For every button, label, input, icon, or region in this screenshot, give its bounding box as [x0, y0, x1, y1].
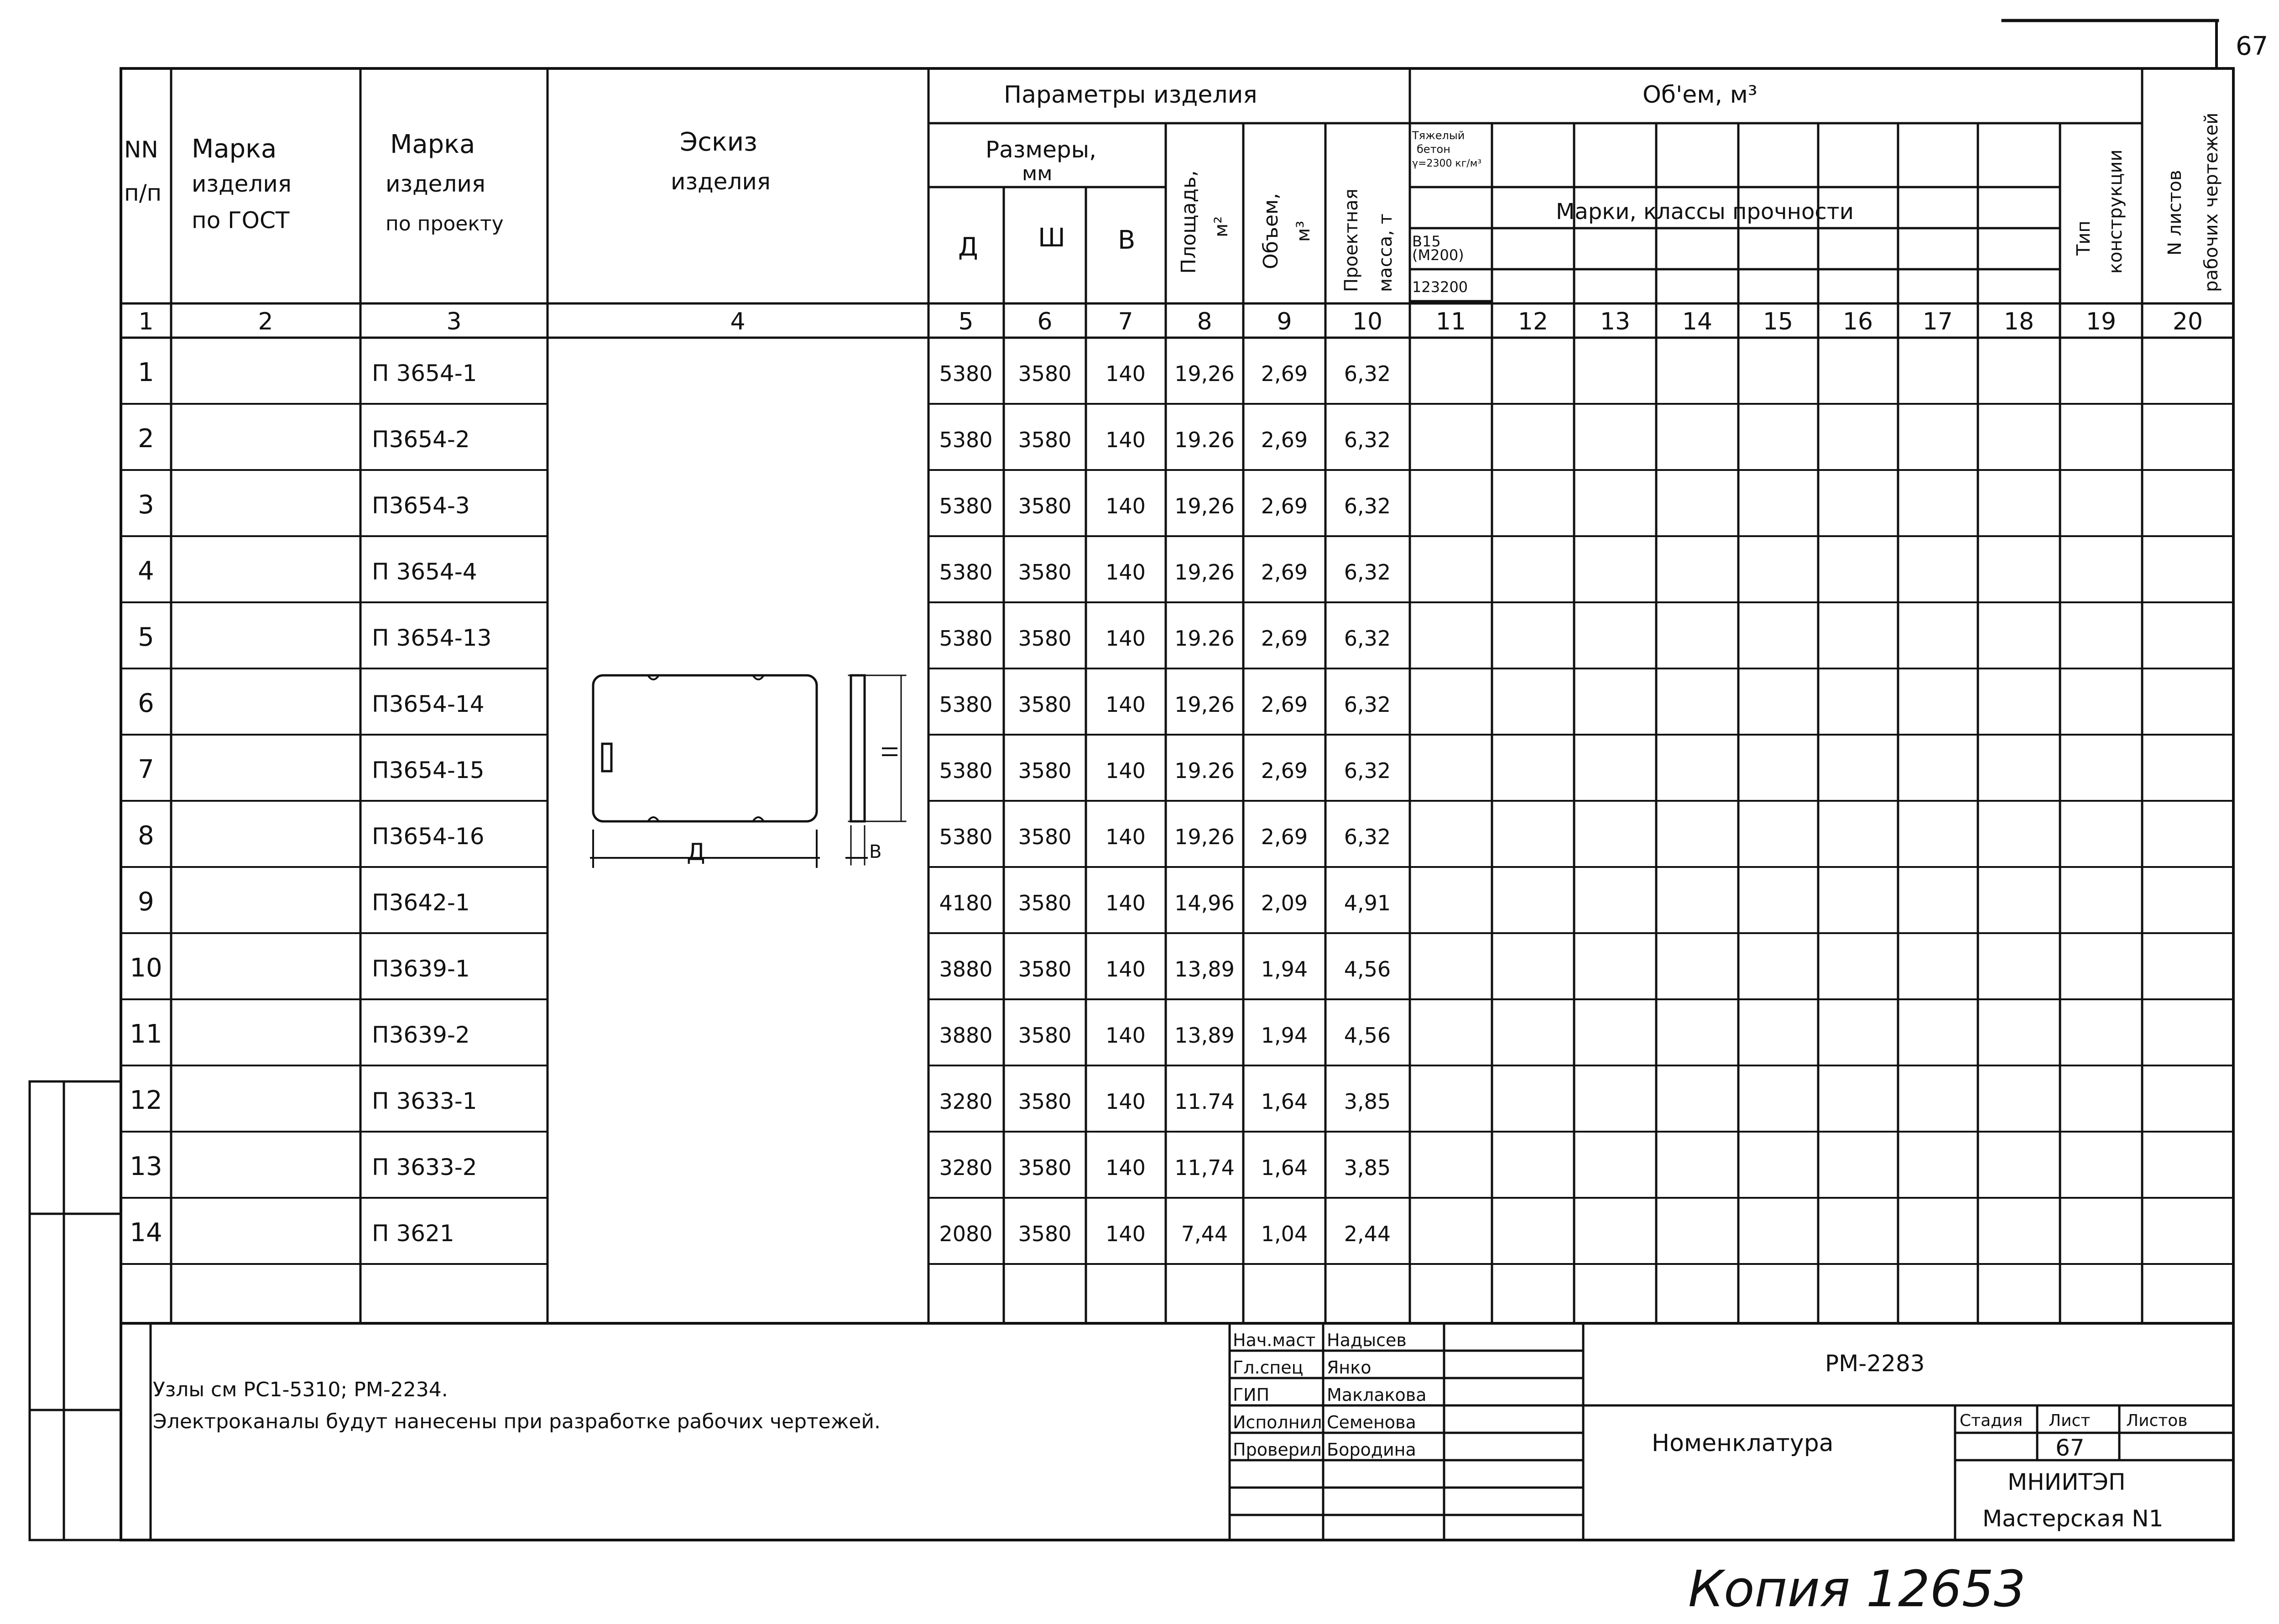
cell-sh: 3580	[1018, 891, 1072, 915]
cell-mass: 6,32	[1344, 825, 1391, 849]
cell-n: 1	[138, 358, 154, 387]
cell-d: 3880	[939, 957, 993, 982]
cell-mass: 6,32	[1344, 626, 1391, 651]
table-row	[138, 821, 1391, 851]
cell-sh: 3580	[1018, 1155, 1072, 1180]
column-number: 16	[1842, 308, 1873, 335]
cell-area: 13,89	[1174, 957, 1235, 982]
hdr-type-2: конструкции	[2105, 149, 2126, 274]
column-number: 15	[1763, 308, 1794, 335]
table-row	[138, 358, 1391, 387]
column-number: 3	[446, 308, 462, 335]
cell-n: 9	[138, 887, 154, 917]
cell-vol: 1,04	[1261, 1222, 1308, 1246]
cell-mark: П3654-16	[372, 823, 485, 850]
cell-v: 140	[1106, 494, 1146, 518]
cell-v: 140	[1106, 361, 1146, 386]
hdr-type-1: Тип	[2073, 220, 2094, 256]
cell-d: 4180	[939, 891, 993, 915]
stamp-name: Семенова	[1327, 1412, 1416, 1432]
column-number: 12	[1518, 308, 1549, 335]
cell-d: 5380	[939, 692, 993, 717]
hdr-class-2: (М200)	[1412, 246, 1464, 264]
column-number: 9	[1277, 308, 1292, 335]
cell-vol: 1,64	[1261, 1089, 1308, 1114]
cell-vol: 2,69	[1261, 626, 1308, 651]
column-number: 19	[2086, 308, 2117, 335]
cell-n: 13	[130, 1152, 162, 1181]
cell-area: 19.26	[1174, 626, 1235, 651]
cell-sh: 3580	[1018, 825, 1072, 849]
cell-d: 3880	[939, 1023, 993, 1048]
hdr-dim-d: Д	[958, 232, 978, 262]
cell-sh: 3580	[1018, 494, 1072, 518]
cell-mark: П3639-2	[372, 1022, 470, 1048]
cell-d: 5380	[939, 494, 993, 518]
hdr-proj-1: Марка	[390, 130, 475, 159]
column-number: 5	[958, 308, 974, 335]
table-row	[130, 1086, 1391, 1115]
cell-area: 13,89	[1174, 1023, 1235, 1048]
cell-mass: 3,85	[1344, 1089, 1391, 1114]
cell-sh: 3580	[1018, 428, 1072, 452]
cell-d: 5380	[939, 626, 993, 651]
cell-v: 140	[1106, 758, 1146, 783]
cell-v: 140	[1106, 957, 1146, 982]
cell-mass: 4,56	[1344, 1023, 1391, 1048]
hdr-gost-2: изделия	[192, 171, 292, 197]
cell-sh: 3580	[1018, 1222, 1072, 1246]
cell-n: 5	[138, 622, 154, 652]
panel-sketch	[591, 675, 906, 867]
cell-v: 140	[1106, 560, 1146, 585]
cell-v: 140	[1106, 825, 1146, 849]
cell-mass: 6,32	[1344, 428, 1391, 452]
stamp-name: Янко	[1327, 1358, 1372, 1378]
cell-area: 11,74	[1174, 1155, 1235, 1180]
cell-mark: П 3654-1	[372, 360, 477, 386]
cell-mark: П 3621	[372, 1220, 454, 1247]
stamp-code: РМ-2283	[1825, 1350, 1925, 1377]
hdr-mass-2: масса, т	[1375, 214, 1396, 292]
cell-vol: 2,69	[1261, 692, 1308, 717]
cell-v: 140	[1106, 1089, 1146, 1114]
cell-area: 19.26	[1174, 428, 1235, 452]
column-number: 2	[258, 308, 273, 335]
cell-n: 14	[130, 1218, 162, 1248]
cell-n: 12	[130, 1086, 162, 1115]
hdr-sizes-1: Размеры,	[986, 136, 1096, 163]
stamp-role: Гл.спец	[1233, 1358, 1304, 1378]
hdr-sketch-2: изделия	[671, 168, 771, 195]
cell-vol: 2,69	[1261, 758, 1308, 783]
cell-d: 5380	[939, 825, 993, 849]
stamp-name: Надысев	[1327, 1330, 1407, 1350]
hdr-vol-1: Объем,	[1259, 193, 1283, 269]
stamp-org-2: Мастерская N1	[1982, 1505, 2164, 1532]
cell-mass: 3,85	[1344, 1155, 1391, 1180]
table-row	[138, 755, 1391, 784]
cell-d: 5380	[939, 428, 993, 452]
cell-sh: 3580	[1018, 957, 1072, 982]
cell-mass: 6,32	[1344, 692, 1391, 717]
cell-mark: П 3654-4	[372, 559, 477, 585]
cell-n: 8	[138, 821, 154, 851]
cell-vol: 1,94	[1261, 957, 1308, 982]
stamp-role: Нач.маст	[1233, 1330, 1316, 1350]
cell-sh: 3580	[1018, 361, 1072, 386]
cell-mark: П 3633-1	[372, 1088, 477, 1114]
stamp-stage-label: Стадия	[1960, 1411, 2023, 1430]
cell-mark: П3654-3	[372, 492, 470, 519]
note-2: Электроканалы будут нанесены при разработке рабочих чертежей.	[153, 1410, 881, 1433]
hdr-sheets-1: N листов	[2164, 170, 2185, 256]
hdr-classes: Марки, классы прочности	[1556, 199, 1854, 225]
cell-mark: П3639-1	[372, 956, 470, 982]
stamp-title: Номенклатура	[1652, 1430, 1834, 1457]
cell-sh: 3580	[1018, 758, 1072, 783]
cell-mass: 6,32	[1344, 361, 1391, 386]
cell-d: 3280	[939, 1089, 993, 1114]
cell-area: 14,96	[1174, 891, 1235, 915]
cell-n: 10	[130, 953, 162, 983]
stamp-org-1: МНИИТЭП	[2008, 1469, 2126, 1495]
table-row	[138, 490, 1391, 520]
cell-vol: 1,94	[1261, 1023, 1308, 1048]
cell-d: 5380	[939, 560, 993, 585]
cell-sh: 3580	[1018, 1023, 1072, 1048]
stamp-role: ГИП	[1233, 1385, 1270, 1405]
hdr-area-1: Площадь,	[1177, 170, 1200, 274]
cell-d: 5380	[939, 361, 993, 386]
cell-d: 5380	[939, 758, 993, 783]
hdr-vol-2: м³	[1293, 220, 1314, 242]
hdr-sheets-2: рабочих чертежей	[2201, 112, 2222, 292]
stamp-name: Маклакова	[1327, 1385, 1427, 1405]
hdr-class-1: В15	[1412, 233, 1441, 250]
column-number: 1	[138, 308, 154, 335]
cell-area: 19,26	[1174, 560, 1235, 585]
cell-area: 19.26	[1174, 758, 1235, 783]
hdr-concrete-1: Тяжелый	[1412, 129, 1465, 142]
cell-area: 19,26	[1174, 825, 1235, 849]
cell-d: 2080	[939, 1222, 993, 1246]
table-row	[138, 622, 1391, 652]
cell-v: 140	[1106, 1023, 1146, 1048]
table-row	[138, 556, 1391, 586]
stamp-sheet-number: 67	[2055, 1435, 2085, 1461]
stamp-role: Проверил	[1233, 1440, 1322, 1460]
hdr-num-2: п/п	[124, 180, 162, 206]
hdr-concrete-3: γ=2300 кг/м³	[1412, 158, 1482, 169]
column-number: 14	[1682, 308, 1713, 335]
hdr-dim-sh: Ш	[1038, 223, 1065, 253]
table-row	[138, 887, 1391, 917]
note-1: Узлы см РС1-5310; РМ-2234.	[153, 1378, 448, 1401]
cell-v: 140	[1106, 1222, 1146, 1246]
sketch-thickness-label: В	[869, 841, 882, 862]
cell-area: 19,26	[1174, 692, 1235, 717]
cell-vol: 2,69	[1261, 494, 1308, 518]
hdr-proj-2: изделия	[386, 171, 485, 197]
hdr-dim-v: В	[1118, 225, 1136, 255]
cell-v: 140	[1106, 891, 1146, 915]
cell-mark: П3654-14	[372, 691, 485, 717]
page-number: 67	[2236, 31, 2269, 61]
column-number: 10	[1352, 308, 1383, 335]
column-number: 13	[1600, 308, 1631, 335]
hdr-params: Параметры изделия	[1004, 81, 1257, 109]
hdr-sizes-2: мм	[1022, 162, 1053, 185]
cell-area: 11.74	[1174, 1089, 1235, 1114]
stamp-name: Бородина	[1327, 1440, 1416, 1460]
cell-vol: 1,64	[1261, 1155, 1308, 1180]
cell-mass: 4,56	[1344, 957, 1391, 982]
cell-mass: 4,91	[1344, 891, 1391, 915]
column-number: 8	[1197, 308, 1212, 335]
cell-mark: П 3654-13	[372, 625, 492, 651]
column-number: 20	[2172, 308, 2203, 335]
stamp-sheets-label: Листов	[2126, 1411, 2188, 1430]
cell-n: 7	[138, 755, 154, 784]
cell-v: 140	[1106, 626, 1146, 651]
cell-mass: 2,44	[1344, 1222, 1391, 1246]
cell-area: 19,26	[1174, 361, 1235, 386]
cell-sh: 3580	[1018, 626, 1072, 651]
cell-vol: 2,69	[1261, 361, 1308, 386]
hdr-concrete-2: бетон	[1417, 143, 1450, 156]
cell-d: 3280	[939, 1155, 993, 1180]
cell-vol: 2,09	[1261, 891, 1308, 915]
table-row	[130, 1218, 1391, 1248]
hdr-num-1: NN	[124, 136, 158, 163]
cell-area: 19,26	[1174, 494, 1235, 518]
hdr-gost-3: по ГОСТ	[192, 207, 290, 234]
cell-mass: 6,32	[1344, 560, 1391, 585]
handwritten-copy-note: Копия 12653	[1688, 1560, 2026, 1618]
cell-n: 4	[138, 556, 154, 586]
hdr-volume-group: Об'ем, м³	[1643, 81, 1757, 109]
cell-mass: 6,32	[1344, 758, 1391, 783]
cell-v: 140	[1106, 692, 1146, 717]
cell-sh: 3580	[1018, 560, 1072, 585]
column-number: 18	[2003, 308, 2034, 335]
column-number: 7	[1118, 308, 1133, 335]
cell-n: 2	[138, 424, 154, 454]
column-number: 6	[1037, 308, 1053, 335]
cell-n: 3	[138, 490, 154, 520]
cell-n: 11	[130, 1019, 162, 1049]
table-row	[130, 953, 1391, 983]
hdr-mass-1: Проектная	[1341, 188, 1362, 292]
cell-vol: 2,69	[1261, 428, 1308, 452]
column-number: 4	[730, 308, 746, 335]
cell-vol: 2,69	[1261, 560, 1308, 585]
column-number: 17	[1922, 308, 1953, 335]
cell-mark: П3642-1	[372, 889, 470, 916]
table-row	[130, 1152, 1391, 1181]
table-row	[130, 1019, 1391, 1049]
cell-vol: 2,69	[1261, 825, 1308, 849]
table-row	[138, 689, 1391, 718]
cell-mass: 6,32	[1344, 494, 1391, 518]
cell-v: 140	[1106, 428, 1146, 452]
cell-mark: П 3633-2	[372, 1154, 477, 1180]
cell-mark: П3654-2	[372, 426, 470, 453]
cell-sh: 3580	[1018, 1089, 1072, 1114]
hdr-class-3: 123200	[1412, 278, 1468, 296]
cell-sh: 3580	[1018, 692, 1072, 717]
table-row	[138, 424, 1391, 454]
cell-v: 140	[1106, 1155, 1146, 1180]
cell-area: 7,44	[1181, 1222, 1228, 1246]
hdr-sketch-1: Эскиз	[680, 127, 757, 157]
hdr-area-2: м²	[1211, 216, 1232, 237]
sketch-length-label: Д	[687, 839, 705, 866]
stamp-role: Исполнил	[1233, 1412, 1322, 1432]
hdr-gost-1: Марка	[192, 134, 277, 164]
column-number: 11	[1435, 308, 1466, 335]
hdr-proj-3: по проекту	[386, 212, 504, 235]
cell-mark: П3654-15	[372, 757, 485, 783]
cell-n: 6	[138, 689, 154, 718]
stamp-sheet-label: Лист	[2049, 1411, 2091, 1430]
